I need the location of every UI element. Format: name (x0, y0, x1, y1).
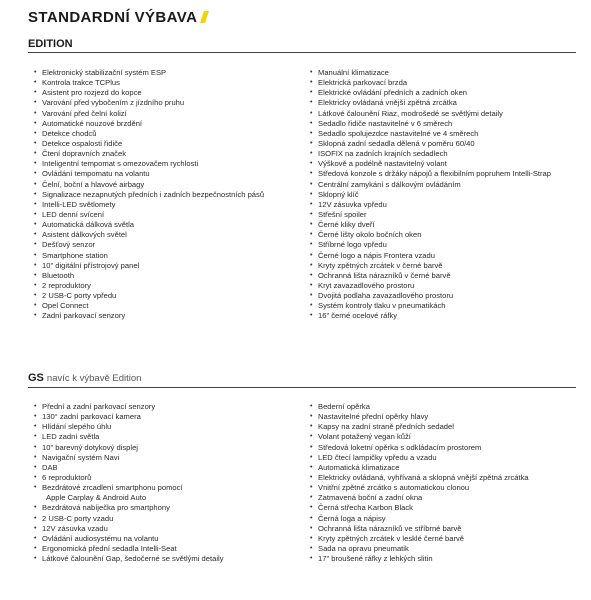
list-item: • Čelní, boční a hlavové airbagy (32, 180, 264, 190)
list-item: • Zatmavená boční a zadní okna (308, 493, 529, 503)
list-item: • Ovládání tempomatu na volantu (32, 169, 264, 179)
list-item: • Sada na opravu pneumatik (308, 544, 529, 554)
list-item: • LED čtecí lampičky vpředu a vzadu (308, 453, 529, 463)
section-divider-gs (28, 387, 576, 388)
edition-left-list (32, 68, 264, 322)
list-item: • 16" černé ocelové ráfky (308, 311, 551, 321)
list-item: • Látkové čalounění Gap, šedočerné se světlými detaily (32, 554, 224, 564)
list-item: • Výškově a podélně nastavitelný volant (308, 159, 551, 169)
list-item: • Asistent dálkových světel (32, 230, 264, 240)
list-item: • Kryty zpětných zrcátek v lesklé černé barvě (308, 534, 529, 544)
list-item: • Přední a zadní parkovací senzory (32, 402, 224, 412)
list-item: • Kryt zavazadlového prostoru (308, 281, 551, 291)
list-item: • Sklopná zadní sedadla dělená v poměru 60/40 (308, 139, 551, 149)
section-header-edition (28, 38, 73, 50)
list-item: • Černé lišty okolo bočních oken (308, 230, 551, 240)
list-item: • Ochranná lišta nárazníků ve stříbrné barvě (308, 524, 529, 534)
list-item: • Manuální klimatizace (308, 68, 551, 78)
list-item: • 17" broušené ráfky z lehkých slitin (308, 554, 529, 564)
list-item: • Nastavitelné přední opěrky hlavy (308, 412, 529, 422)
list-item: • Sedadlo spolujezdce nastavitelné ve 4 směrech (308, 129, 551, 139)
list-item: • Volant potažený vegan kůží (308, 432, 529, 442)
gs-right-list (308, 402, 529, 564)
yellow-slash-icon (200, 11, 209, 23)
list-item: • 12V zásuvka vpředu (308, 200, 551, 210)
list-item: • Kontrola trakce TCPlus (32, 78, 264, 88)
list-item: • Hlídání slepého úhlu (32, 422, 224, 432)
list-item: • Ovládání audiosystému na volantu (32, 534, 224, 544)
list-item: • Bluetooth (32, 271, 264, 281)
list-item: • Stříbrné logo vpředu (308, 240, 551, 250)
section-title-gs: GS (28, 372, 44, 384)
list-item: • Středová konzole s držáky nápojů a flexibilním popruhem Intelli-Strap (308, 169, 551, 179)
section-header-gs (28, 372, 141, 384)
list-item: • Ergonomická přední sedadla Intelli-Seat (32, 544, 224, 554)
section-title-edition: EDITION (28, 38, 73, 50)
list-item: • Opel Connect (32, 301, 264, 311)
list-item: • Inteligentní tempomat s omezovačem rychlosti (32, 159, 264, 169)
list-item: • Černá loga a nápisy (308, 514, 529, 524)
list-item: Apple Carplay & Android Auto (46, 493, 147, 503)
list-item: • Dvojitá podlaha zavazadlového prostoru (308, 291, 551, 301)
list-item: • Signalizace nezapnutých předních i zadních bezpečnostních pásů (32, 190, 264, 200)
list-item: • Elektricky ovládaná vnější zpětná zrcátka (308, 98, 551, 108)
list-item: • Detekce chodců (32, 129, 264, 139)
list-item: • Intelli-LED světlomety (32, 200, 264, 210)
list-item: • Kapsy na zadní straně předních sedadel (308, 422, 529, 432)
gs-left-list (32, 402, 224, 564)
list-item: • Automatické nouzové brzdění (32, 119, 264, 129)
list-item: • 6 reproduktorů (32, 473, 224, 483)
section-divider-edition (28, 52, 576, 53)
list-item: • 10" barevný dotykový displej (32, 443, 224, 453)
list-item: • Dešťový senzor (32, 240, 264, 250)
page-title (28, 9, 207, 26)
list-item: • Varování před vybočením z jízdního pruhu (32, 98, 264, 108)
list-item: • Elektrická parkovací brzda (308, 78, 551, 88)
list-item: • Černé logo a nápis Frontera vzadu (308, 251, 551, 261)
list-item: • Automatická dálková světla (32, 220, 264, 230)
list-item: • 2 reproduktory (32, 281, 264, 291)
list-item: • 10" digitální přístrojový panel (32, 261, 264, 271)
list-item: • Automatická klimatizace (308, 463, 529, 473)
list-item: • Středová loketní opěrka s odkládacím prostorem (308, 443, 529, 453)
list-item: • ISOFIX na zadních krajních sedadlech (308, 149, 551, 159)
list-item: • 130° zadní parkovací kamera (32, 412, 224, 422)
list-item: • Bezdrátová nabíječka pro smartphony (32, 503, 224, 513)
list-item: • Sklopný klíč (308, 190, 551, 200)
section-subtitle-gs: navíc k výbavě Edition (46, 373, 142, 384)
list-item: • Vnitřní zpětné zrcátko s automatickou clonou (308, 483, 529, 493)
list-item: • Střešní spoiler (308, 210, 551, 220)
list-item: • Varování před čelní kolizí (32, 109, 264, 119)
list-item: • DAB (32, 463, 224, 473)
list-item: • Elektricky ovládaná, vyhřívaná a sklopná vnější zpětná zrcátka (308, 473, 529, 483)
list-item: • Látkové čalounění Riaz, modrošedé se světlými detaily (308, 109, 551, 119)
list-item: • Smartphone station (32, 251, 264, 261)
list-item: • 2 USB-C porty vzadu (32, 514, 224, 524)
list-item: • Ochranná lišta nárazníků v černé barvě (308, 271, 551, 281)
list-item: • Sedadlo řidiče nastavitelné v 6 směrech (308, 119, 551, 129)
list-item: • Asistent pro rozjezd do kopce (32, 88, 264, 98)
page-title-text: STANDARDNÍ VÝBAVA (28, 9, 198, 26)
list-item: • Detekce ospalosti řidiče (32, 139, 264, 149)
list-item: • Navigační systém Navi (32, 453, 224, 463)
list-item: • Černé kliky dveří (308, 220, 551, 230)
list-item: • LED denní svícení (32, 210, 264, 220)
list-item: • Kryty zpětných zrcátek v černé barvě (308, 261, 551, 271)
list-item: • Zadní parkovací senzory (32, 311, 264, 321)
list-item: • Systém kontroly tlaku v pneumatikách (308, 301, 551, 311)
list-item: • Bezdrátové zrcadlení smartphonu pomocí (32, 483, 224, 493)
list-item: • Elektronický stabilizační systém ESP (32, 68, 264, 78)
list-item: • LED zadní světla (32, 432, 224, 442)
list-item: • Čtení dopravních značek (32, 149, 264, 159)
list-item: • 2 USB-C porty vpředu (32, 291, 264, 301)
list-item: • Centrální zamykání s dálkovým ovládáním (308, 180, 551, 190)
list-item: • 12V zásuvka vzadu (32, 524, 224, 534)
edition-right-list (308, 68, 551, 322)
list-item: • Elektrické ovládání předních a zadních oken (308, 88, 551, 98)
list-item: • Černá střecha Karbon Black (308, 503, 529, 513)
list-item: • Bederní opěrka (308, 402, 529, 412)
